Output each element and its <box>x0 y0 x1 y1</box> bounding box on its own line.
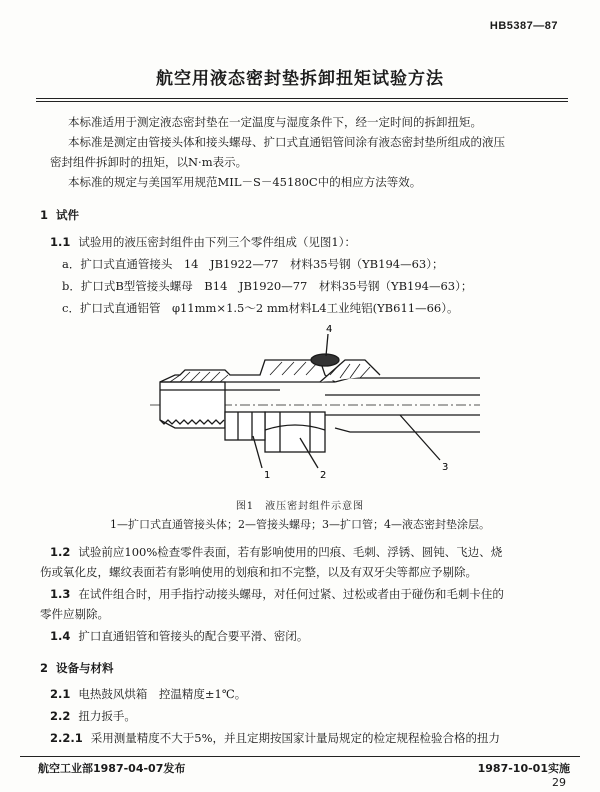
page-number: 29 <box>552 776 566 789</box>
clause-1-4-text: 扩口直通铝管和管接头的配合要平滑、密闭。 <box>78 629 309 643</box>
section-1-title: 试件 <box>56 208 80 222</box>
clause-2-2-1 <box>50 728 500 748</box>
clause-1-1 <box>50 232 356 252</box>
clause-1-4-number: 1.4 <box>50 629 71 643</box>
item-a: a．扩口式直通管接头 14 JB1922—77 材料35号钢（YB194—63）； <box>62 257 444 271</box>
clause-1-1-number: 1.1 <box>50 235 71 249</box>
clause-1-3-line-1 <box>50 584 504 604</box>
item-b: b．扩口式B型管接头螺母 B14 JB1920—77 材料35号钢（YB194—63）； <box>62 279 473 293</box>
intro-line-2: 本标准是测定由管接头体和接头螺母、扩口式直通铝管间涂有液态密封垫所组成的液压 <box>68 135 505 149</box>
figure-label-3: 3 <box>442 462 449 473</box>
clause-1-2-line-1 <box>50 542 502 562</box>
section-2-heading <box>40 660 114 676</box>
figure-label-1: 1 <box>264 470 271 481</box>
clause-2-1-number: 2.1 <box>50 687 71 701</box>
clause-2-2 <box>50 706 136 726</box>
clause-2-1 <box>50 684 246 704</box>
section-2-title: 设备与材料 <box>56 661 114 675</box>
figure-caption: 图1 液压密封组件示意图 <box>235 501 365 512</box>
clause-1-2-line-2: 伤或氧化皮，螺纹表面若有影响使用的划痕和扣不完整，以及有双牙尖等都应予剔除。 <box>40 565 477 579</box>
clause-2-2-text: 扭力扳手。 <box>78 709 136 723</box>
intro-line-3: 密封组件拆卸时的扭矩，以N·m表示。 <box>50 155 248 169</box>
document-title: 航空用液态密封垫拆卸扭矩试验方法 <box>156 69 444 89</box>
title-rule <box>36 98 568 99</box>
clause-1-1-text: 试验用的液压密封组件由下列三个零件组成（见图1）： <box>78 235 356 249</box>
clause-2-1-text: 电热鼓风烘箱 控温精度±1℃。 <box>78 687 247 701</box>
footer-rule <box>20 756 580 757</box>
section-1-number: 1 <box>40 208 49 222</box>
clause-1-4 <box>50 626 308 646</box>
clause-1-3-text-1: 在试件组合时，用手指拧动接头螺母，对任何过紧、过松或者由于碰伤和毛刺卡住的 <box>78 587 504 601</box>
figure-label-2: 2 <box>320 470 327 481</box>
intro-line-4: 本标准的规定与美国军用规范MIL－S－45180C中的相应方法等效。 <box>68 175 422 189</box>
clause-1-2-text-1: 试验前应100%检查零件表面，若有影响使用的凹痕、毛刺、浮锈、圆钝、飞边、烧 <box>78 545 503 559</box>
item-c: c．扩口式直通铝管 φ11mm×1.5～2 mm材料L4工业纯铝(YB611—66）。 <box>62 301 459 315</box>
effective-date: 1987-10-01实施 <box>477 762 570 775</box>
section-2-number: 2 <box>40 661 49 675</box>
issued-date: 航空工业部1987-04-07发布 <box>38 762 186 775</box>
standard-code: HB5387—87 <box>489 20 558 32</box>
title-rule-thin <box>36 101 568 102</box>
clause-2-2-1-text: 采用测量精度不大于5%，并且定期按国家计量局规定的检定规程检验合格的扭力 <box>90 731 500 745</box>
figure-label-4: 4 <box>326 324 333 335</box>
clause-1-2-number: 1.2 <box>50 545 71 559</box>
clause-1-3-line-2: 零件应剔除。 <box>40 607 109 621</box>
section-1-heading <box>40 207 79 223</box>
intro-line-1: 本标准适用于测定液态密封垫在一定温度与湿度条件下，经一定时间的拆卸扭矩。 <box>68 115 482 129</box>
figure-legend: 1—扩口式直通管接头体；2—管接头螺母；3—扩口管；4—液态密封垫涂层。 <box>110 518 490 531</box>
clause-2-2-1-number: 2.2.1 <box>50 731 83 745</box>
clause-2-2-number: 2.2 <box>50 709 71 723</box>
clause-1-3-number: 1.3 <box>50 587 71 601</box>
figure-1-diagram <box>150 320 480 490</box>
